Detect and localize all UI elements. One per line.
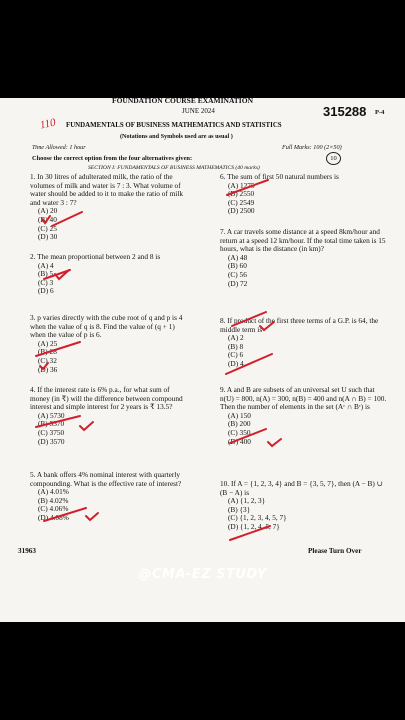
exam-session: JUNE 2024 (182, 107, 215, 115)
option-d: (D) 36 (38, 364, 58, 374)
question-stem: 10. If A = {1, 2, 3, 4} and B = {3, 5, 7}, then (A − B) ∪ (B − A) is (220, 479, 383, 497)
question-stem: 5. A bank offers 4% nominal interest with quarterly compounding. What is the effective rate of interest? (30, 470, 182, 488)
option-b: (B) 60 (228, 261, 247, 271)
option-a: (A) 5730 (38, 410, 65, 420)
question-9 (220, 386, 390, 446)
option-a: (A) 20 (38, 206, 58, 216)
option-b: (B) 28 (38, 347, 57, 357)
option-a: (A) 2 (228, 333, 244, 343)
question-stem: 4. If the interest rate is 6% p.a., for what sum of money (in ₹) will the difference between compound interest and simple interest for 2 years is ₹ 13.5? (30, 385, 183, 412)
question-5 (30, 471, 190, 523)
question-2 (30, 253, 190, 296)
option-b: (B) 200 (228, 419, 251, 429)
question-stem: 9. A and B are subsets of an universal set U such that n(U) = 800, n(A) = 300, n(B) = 400 and n(A ∩ B) = 100. Then the number of elements in the set (Aᶜ ∩ Bᶜ) is (220, 385, 387, 412)
question-8 (220, 317, 390, 369)
question-stem: 3. p varies directly with the cube root of q and p is 4 when the value of q is 8. Find the value of (q + 1) when the value of p is 6. (30, 313, 183, 340)
question-3 (30, 314, 190, 374)
option-b: (B) 5 (38, 269, 54, 279)
question-stem: 2. The mean proportional between 2 and 8 is (30, 252, 161, 261)
option-c: (C) 3750 (38, 427, 65, 437)
subject-title: FUNDAMENTALS OF BUSINESS MATHEMATICS AND STATISTICS (66, 122, 282, 129)
option-c: (C) 4.06% (38, 504, 69, 514)
question-10 (220, 480, 390, 532)
option-c: (C) 2549 (228, 197, 255, 207)
question-stem: 8. If product of the first three terms of a G.P. is 64, the middle term is (220, 316, 379, 334)
option-d: (D) 3570 (38, 436, 65, 446)
option-a: (A) 1275 (228, 180, 255, 190)
paper-code: 315288 (323, 104, 367, 119)
question-4 (30, 386, 190, 446)
exam-paper (0, 98, 405, 622)
time-allowed: Time Allowed: 1 hour (32, 144, 86, 151)
option-a: (A) 4.01% (38, 487, 69, 497)
section-heading: SECTION I: FUNDAMENTALS OF BUSINESS MATHEMATICS (40 marks) (88, 165, 260, 171)
option-c: (C) 32 (38, 355, 57, 365)
question-stem: 7. A car travels some distance at a speed 8km/hour and return at a speed 12 km/hour. If the total time taken is 15 hours, what is the distance (in km)? (220, 227, 386, 254)
option-b: (B) {3} (228, 504, 251, 514)
notation-note: (Notations and Symbols used are as usual ) (120, 133, 233, 140)
option-a: (A) 25 (38, 338, 58, 348)
question-1 (30, 173, 190, 242)
handwritten-number: 110 (38, 116, 57, 132)
option-b: (B) 40 (38, 214, 57, 224)
option-d: (D) 30 (38, 232, 58, 242)
turn-over-note: Please Turn Over (308, 547, 362, 555)
option-b: (B) 2550 (228, 189, 255, 199)
option-c: (C) 350 (228, 427, 251, 437)
option-a: (A) 150 (228, 410, 251, 420)
circled-mark-text: 10 (330, 155, 337, 162)
option-c: (C) {1, 2, 3, 4, 5, 7} (228, 513, 287, 523)
option-d: (D) 72 (228, 278, 248, 288)
option-c: (C) 3 (38, 277, 54, 287)
option-d: (D) 4.08% (38, 512, 69, 522)
full-marks: Full Marks: 100 (2×50) (282, 144, 342, 151)
option-a: (A) 48 (228, 252, 248, 262)
question-7 (220, 228, 390, 288)
option-d: (D) 400 (228, 436, 251, 446)
exam-title: FOUNDATION COURSE EXAMINATION (112, 98, 253, 105)
option-b: (B) 8 (228, 341, 244, 351)
watermark-text: @CMA-EZ STUDY (138, 567, 267, 582)
option-d: (D) 2500 (228, 206, 255, 216)
circled-mark (326, 152, 341, 165)
option-b: (B) 4.02% (38, 495, 69, 505)
option-d: (D) 4 (228, 358, 244, 368)
paper-number: P-4 (375, 109, 385, 116)
option-d: (D) 6 (38, 286, 54, 296)
option-d: (D) {1, 2, 4, 5, 7} (228, 521, 280, 531)
option-a: (A) 4 (38, 260, 54, 270)
question-stem: 6. The sum of first 50 natural numbers is (220, 172, 339, 181)
instruction-text: Choose the correct option from the four alternatives given: (32, 155, 193, 162)
question-6 (220, 173, 390, 216)
question-stem: 1. In 30 litres of adulterated milk, the ratio of the volumes of milk and water is 7 : 3. What volume of water should be added to it to make the ratio of milk and water 3 : 7? (30, 172, 183, 207)
option-c: (C) 25 (38, 223, 57, 233)
option-b: (B) 5370 (38, 419, 65, 429)
option-c: (C) 56 (228, 269, 247, 279)
option-c: (C) 6 (228, 350, 244, 360)
option-a: (A) {1, 2, 3} (228, 496, 266, 506)
page-code: 31963 (18, 547, 36, 555)
